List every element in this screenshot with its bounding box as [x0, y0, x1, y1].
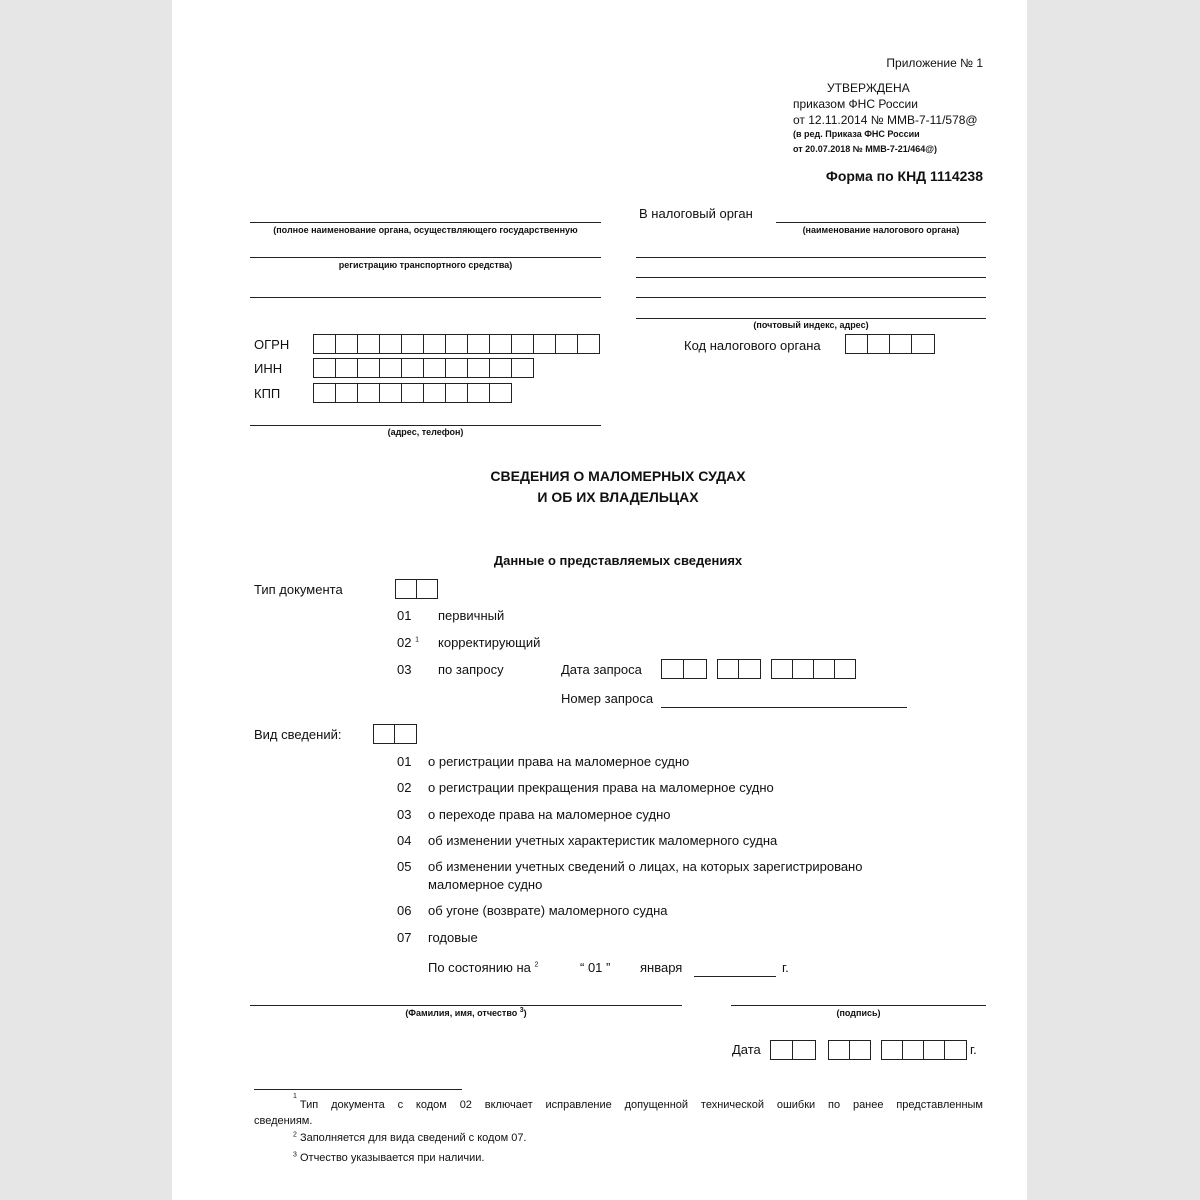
form-page — [172, 0, 1027, 1200]
info-type-text-02: о регистрации прекращения права на маломерное судно — [428, 780, 774, 795]
info-type-code-01: 01 — [397, 754, 412, 769]
footnote-separator — [254, 1089, 462, 1090]
edition-line-1: (в ред. Приказа ФНС России — [793, 129, 920, 139]
request-date-day-cells[interactable] — [661, 659, 707, 679]
footnote-3 — [293, 1150, 484, 1166]
form-code: Форма по КНД 1114238 — [825, 168, 983, 184]
form-title-line-2: И ОБ ИХ ВЛАДЕЛЬЦАХ — [537, 489, 699, 505]
doc-type-code-03: 03 — [397, 662, 412, 677]
info-type-code-07: 07 — [397, 930, 412, 945]
doc-type-code-01: 01 — [397, 608, 412, 623]
footnote-1-text: Тип документа с кодом 02 включает исправление допущенной технической ошибки по ранее представленным — [299, 1099, 983, 1111]
appendix-number: Приложение № 1 — [886, 56, 983, 70]
info-type-label: Вид сведений: — [254, 727, 342, 742]
as-of-label: По состоянию на $^2$ — [428, 960, 539, 975]
doc-type-label: Тип документа — [254, 582, 343, 597]
doc-type-text-03: по запросу — [438, 662, 504, 677]
date-year-cells[interactable] — [881, 1040, 967, 1060]
request-date-month-cells[interactable] — [717, 659, 761, 679]
request-date-year-cells[interactable] — [771, 659, 856, 679]
as-of-year-suffix: г. — [782, 960, 789, 975]
doc-type-text-01: первичный — [438, 608, 505, 623]
registrar-name-line[interactable] — [250, 222, 601, 223]
tax-authority-line[interactable] — [776, 222, 986, 223]
registrar-caption-1: (полное наименование органа, осуществляющего государственную — [273, 225, 578, 235]
footnote-3-text: Отчество указывается при наличии. — [299, 1152, 485, 1164]
approved-label: УТВЕРЖДЕНА — [827, 81, 910, 95]
footnote-1-number: 1 — [293, 1093, 297, 1100]
footnote-ref-3: 3 — [519, 1007, 524, 1014]
kpp-cells[interactable] — [313, 383, 512, 403]
info-type-text-03: о переходе права на маломерное судно — [428, 807, 671, 822]
postal-address-line-2[interactable] — [636, 277, 986, 278]
info-type-text-05: об изменении учетных сведений о лицах, на которых зарегистрировано — [428, 859, 863, 874]
footnote-1-text-cont: сведениям. — [254, 1115, 313, 1127]
as-of-year-line[interactable] — [694, 976, 776, 977]
ogrn-cells[interactable] — [313, 334, 600, 354]
info-type-cells[interactable] — [373, 724, 417, 744]
inn-cells[interactable] — [313, 358, 534, 378]
address-phone-line[interactable] — [250, 425, 601, 426]
address-phone-caption: (адрес, телефон) — [387, 427, 464, 437]
footnote-ref-1: 1 — [415, 636, 419, 644]
ogrn-label: ОГРН — [254, 337, 290, 352]
date-day-cells[interactable] — [770, 1040, 816, 1060]
fio-line[interactable] — [250, 1005, 682, 1006]
info-type-text-04: об изменении учетных характеристик маломерного судна — [428, 833, 778, 848]
info-type-text-05-cont: маломерное судно — [428, 877, 543, 892]
footnote-2-number: 2 — [293, 1131, 297, 1139]
registrar-name-line-3[interactable] — [250, 297, 601, 298]
date-month-cells[interactable] — [828, 1040, 871, 1060]
section-subtitle: Данные о представляемых сведениях — [493, 553, 743, 568]
footnote-2-text: Заполняется для вида сведений с кодом 07. — [299, 1132, 527, 1144]
tax-code-label: Код налогового органа — [684, 338, 821, 353]
request-date-label: Дата запроса — [561, 662, 642, 677]
order-line-2: от 12.11.2014 № ММВ-7-11/578@ — [793, 113, 978, 127]
doc-type-code-02: 02 $^1$ — [397, 635, 419, 650]
registrar-name-line-2[interactable] — [250, 257, 601, 258]
doc-type-cells[interactable] — [395, 579, 438, 599]
footnote-1 — [254, 1093, 983, 1129]
tax-code-cells[interactable] — [845, 334, 935, 354]
signature-line[interactable] — [731, 1005, 986, 1006]
signature-caption: (подпись) — [836, 1008, 881, 1018]
kpp-label: КПП — [254, 386, 281, 401]
tax-authority-label: В налоговый орган — [639, 206, 753, 221]
order-line-1: приказом ФНС России — [793, 97, 918, 111]
info-type-code-06: 06 — [397, 903, 412, 918]
postal-address-line-1[interactable] — [636, 257, 986, 258]
request-number-line[interactable] — [661, 707, 907, 708]
date-year-suffix: г. — [970, 1042, 977, 1057]
footnote-2 — [293, 1130, 527, 1146]
tax-authority-caption: (наименование налогового органа) — [802, 225, 960, 235]
info-type-code-04: 04 — [397, 833, 412, 848]
info-type-code-02: 02 — [397, 780, 412, 795]
inn-label: ИНН — [254, 361, 283, 376]
date-label: Дата — [732, 1042, 761, 1057]
footnote-3-number: 3 — [293, 1151, 297, 1159]
info-type-code-05: 05 — [397, 859, 412, 874]
form-title-line-1: СВЕДЕНИЯ О МАЛОМЕРНЫХ СУДАХ — [490, 468, 746, 484]
info-type-text-06: об угоне (возврате) маломерного судна — [428, 903, 668, 918]
postal-address-line-3[interactable] — [636, 297, 986, 298]
info-type-code-03: 03 — [397, 807, 412, 822]
registrar-caption-2: регистрацию транспортного средства) — [338, 260, 513, 270]
info-type-text-01: о регистрации права на маломерное судно — [428, 754, 690, 769]
edition-line-2: от 20.07.2018 № ММВ-7-21/464@) — [793, 144, 938, 154]
footnote-ref-2: 2 — [534, 961, 539, 969]
request-number-label: Номер запроса — [561, 691, 654, 706]
postal-address-line-4[interactable] — [636, 318, 986, 319]
doc-type-text-02: корректирующий — [438, 635, 541, 650]
postal-caption: (почтовый индекс, адрес) — [753, 320, 869, 330]
as-of-month: января — [640, 960, 683, 975]
fio-caption: (Фамилия, имя, отчество $^3$) — [405, 1007, 527, 1018]
info-type-text-07: годовые — [428, 930, 478, 945]
as-of-day: “ 01 ” — [580, 960, 611, 975]
